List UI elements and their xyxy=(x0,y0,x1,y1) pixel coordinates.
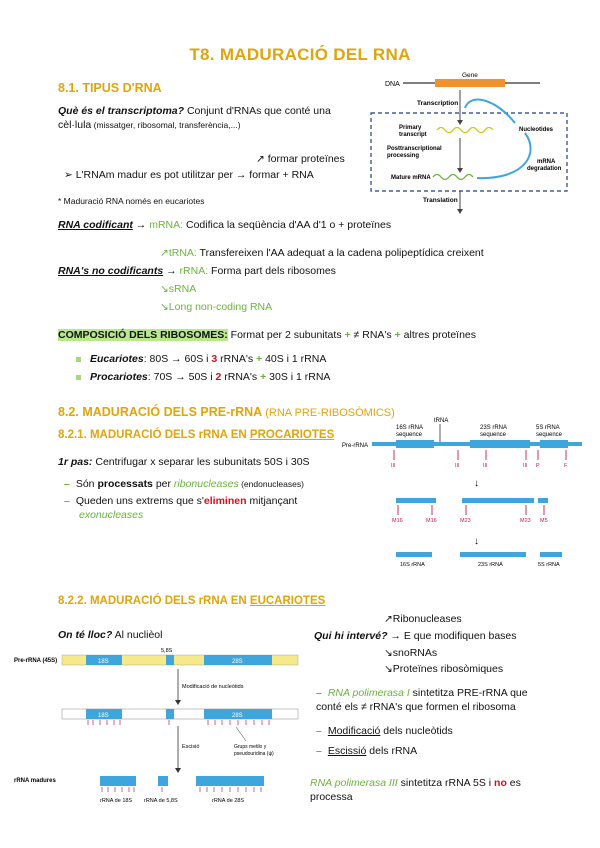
groups-2: pseudouridina (ψ) xyxy=(234,751,274,757)
rrna-term: rRNA: xyxy=(179,265,209,277)
trna-arrow: ↗ xyxy=(160,247,169,259)
s23-seq: sequence xyxy=(480,432,507,438)
arrowhead-icon xyxy=(175,700,181,705)
trna-label: tRNA xyxy=(434,418,449,424)
gene-box xyxy=(435,79,505,87)
where-q: On té lloc? xyxy=(58,629,113,641)
coding-label: RNA codificant xyxy=(58,219,133,231)
b2a: Queden uns extrems que s' xyxy=(75,495,204,507)
pol3-end: es xyxy=(506,777,521,789)
pol3-rest: sintetitza rRNA 5S i xyxy=(397,777,495,789)
s16-block xyxy=(396,440,434,448)
who-line xyxy=(314,629,517,643)
who-arrow: → E que modifiquen bases xyxy=(387,630,517,642)
recycle-arrow xyxy=(465,100,515,123)
prok-label: Procariotes xyxy=(90,371,148,383)
int-23-bar xyxy=(462,498,534,503)
dna-label: DNA xyxy=(385,81,400,88)
transcript-label: transcript xyxy=(399,132,427,138)
dash-bullet: – xyxy=(64,495,70,507)
prok-a: : 70S → 50S i xyxy=(147,371,216,383)
int-5-bar xyxy=(538,498,548,503)
pol3-no: no xyxy=(494,777,507,789)
dash-bullet: – xyxy=(316,687,322,699)
s5-seq: sequence xyxy=(536,432,563,438)
section-8-1-heading: 8.1. TIPUS D'RNA xyxy=(58,81,162,95)
s23-block xyxy=(470,440,530,448)
maturation-note: * Maduració RNA només en eucariotes xyxy=(58,196,205,206)
nucleotides-label: Nucleotides xyxy=(519,127,554,133)
s16-label: 16S rRNA xyxy=(396,425,424,431)
prok-c: 30S i 1 rRNA xyxy=(266,371,331,383)
eukaryote-ribosome xyxy=(76,352,326,366)
step1-line xyxy=(58,455,310,469)
esc-label: Escissió xyxy=(327,745,367,757)
pol1-label: RNA polimerasa I xyxy=(327,687,410,699)
rrna-rest: Forma part dels ribosomes xyxy=(208,265,336,277)
section-8-2-2-underlined: EUCARIOTES xyxy=(249,595,326,607)
where-line xyxy=(58,628,162,642)
euk-b: rRNA's xyxy=(217,353,257,365)
groups-1: Grups metilo y xyxy=(234,744,267,750)
plus-sign: + xyxy=(344,329,351,341)
down-arrow-1: ↓ xyxy=(474,478,479,489)
section-8-2-sub: (RNA PRE-RIBOSÒMICS) xyxy=(262,407,395,419)
seg-28s-label: 28S xyxy=(232,659,243,665)
euk-c: 40S i 1 rRNA xyxy=(262,353,327,365)
int-16-bar xyxy=(396,498,436,503)
section-8-2-1-underlined: PROCARIOTES xyxy=(249,429,335,441)
euk-num: 3 xyxy=(211,353,218,365)
primary-transcript-wave xyxy=(437,128,493,133)
arrowhead-icon xyxy=(457,168,463,173)
where-a: Al nucli xyxy=(112,629,149,641)
groups-pointer xyxy=(236,727,246,741)
rrna-arrow: → xyxy=(163,265,180,277)
srna-line: ↘sRNA xyxy=(160,283,197,295)
plus-sign: + xyxy=(394,329,401,341)
transcriptome-q-line2: cèl·lula xyxy=(58,119,92,132)
mod-line xyxy=(316,724,453,738)
mature-58s-label: rRNA de 5,8S xyxy=(144,798,178,804)
pre-label: Pre-rRNA xyxy=(342,443,369,449)
noncoding-label: RNA's no codificants xyxy=(58,265,164,277)
translation-label: Translation xyxy=(423,197,458,204)
dash-bullet: – xyxy=(64,478,70,490)
esc-line xyxy=(316,744,417,758)
mrna-line: ➢ L'RNAm madur es pot utilitzar per → formar + RNA xyxy=(64,169,314,181)
gene-label: Gene xyxy=(462,72,478,79)
mseg-58s xyxy=(166,709,174,719)
dash-bullet: – xyxy=(316,745,322,757)
site-m3-4: III xyxy=(523,463,528,469)
prok-bullet-2 xyxy=(64,494,334,522)
where-c: ol xyxy=(154,629,163,641)
trim-labels xyxy=(392,518,548,524)
modification-ticks xyxy=(88,720,269,725)
b2b: eliminen xyxy=(203,495,247,507)
s23-label: 23S rRNA xyxy=(480,425,508,431)
arrowhead-icon xyxy=(457,209,463,214)
section-8-2-1-heading xyxy=(58,428,334,444)
pol3-label: RNA polimerasa III xyxy=(310,777,398,789)
final-5-label: 5S rRNA xyxy=(538,562,560,568)
pol1-line xyxy=(316,686,586,714)
post-label-2: processing xyxy=(387,153,420,159)
ribosome-composition xyxy=(58,328,476,342)
site-m5: M5 xyxy=(540,518,548,524)
transcriptome-q-label: Què és el transcriptoma? xyxy=(58,105,185,117)
prokaryote-processing-figure xyxy=(340,414,585,574)
noncoding-line xyxy=(58,264,336,278)
transcriptome-question xyxy=(58,104,358,132)
mature-18s xyxy=(100,776,136,786)
step1-text: Centrifugar x separar les subunitats 50S i 30S xyxy=(92,456,310,468)
coding-arrow: → xyxy=(132,219,150,231)
bullet-square-icon xyxy=(76,375,81,380)
pol1-line2: conté els ≠ rRNA's que formen el ribosoma xyxy=(316,701,516,714)
composition-c: altres proteïnes xyxy=(400,329,477,341)
seg-18s-label: 18S xyxy=(98,659,109,665)
b1b: processats xyxy=(97,478,153,490)
site-m3-3: III xyxy=(483,463,488,469)
prok-bullet-1 xyxy=(64,477,304,491)
seg-58s xyxy=(166,655,174,665)
section-8-2-2-title: 8.2.2. MADURACIÓ DELS rRNA EN xyxy=(58,595,250,607)
prok-b: rRNA's xyxy=(221,371,261,383)
mature-28s xyxy=(196,776,264,786)
who-q: Qui hi intervé? xyxy=(314,630,388,642)
trim-marks xyxy=(398,505,544,515)
mrna-lifecycle-figure xyxy=(365,68,570,218)
site-m23-1: M23 xyxy=(460,518,471,524)
mature-label: Mature mRNA xyxy=(391,175,431,181)
snorna-line: ↘snoRNAs xyxy=(384,647,438,659)
down-arrow-2: ↓ xyxy=(474,536,479,547)
esc-label: Escisió xyxy=(182,744,200,750)
mature-label: rRNA madures xyxy=(14,778,56,784)
mod-label: Modificació xyxy=(327,725,381,737)
transcriptome-q-rest: Conjunt d'RNAs que conté una xyxy=(184,105,331,117)
final-23-label: 23S rRNA xyxy=(478,562,503,568)
s5-block xyxy=(540,440,568,448)
dash-bullet: – xyxy=(316,725,322,737)
euk-a: : 80S → 60S i xyxy=(143,353,212,365)
post-label-1: Posttranscriptional xyxy=(387,146,442,152)
pol3-line2: processa xyxy=(310,791,353,804)
b1a: Són xyxy=(75,478,98,490)
mature-28s-label: rRNA de 28S xyxy=(212,798,245,804)
degradation-arrow xyxy=(477,133,531,178)
section-8-2-2-heading xyxy=(58,594,325,610)
where-b: è xyxy=(148,629,155,641)
pol1-rest: sintetitza PRE-rRNA que xyxy=(409,687,528,699)
eukaryote-processing-figure xyxy=(14,644,304,834)
site-m16-1: M16 xyxy=(392,518,403,524)
b2d: exonucleases xyxy=(79,509,144,522)
mrna-arrow-up-text: ↗ formar proteïnes xyxy=(256,153,345,165)
composition-b: ≠ RNA's xyxy=(350,329,395,341)
site-m3-1: III xyxy=(391,463,396,469)
degradation-label: degradation xyxy=(527,166,562,172)
composition-a: Format per 2 subunitats xyxy=(227,329,345,341)
coding-rest: Codifica la seqüència d'AA d'1 o + proteïnes xyxy=(183,219,392,231)
mod-label: Modificació de nucleòtids xyxy=(182,684,244,690)
b2c: mitjançant xyxy=(246,495,298,507)
cleavage-labels xyxy=(391,463,568,469)
site-m16-2: M16 xyxy=(426,518,437,524)
final-5-bar xyxy=(540,552,562,557)
prok-num: 2 xyxy=(215,371,222,383)
euk-label: Eucariotes xyxy=(90,353,144,365)
transcriptome-q-small: (missatger, ribosomal, transferència,...) xyxy=(91,120,241,131)
ribonucleases-line: ↗Ribonucleases xyxy=(384,613,462,625)
s16-seq: sequence xyxy=(396,432,423,438)
trna-rest: Transfereixen l'AA adequat a la cadena polipeptídica creixent xyxy=(196,247,484,259)
trna-term: tRNA: xyxy=(168,247,197,259)
mrna-arrow-up xyxy=(256,152,345,166)
plus-sign: + xyxy=(256,353,263,365)
cleavage-marks xyxy=(394,450,566,460)
section-8-2-title: 8.2. MADURACIÓ DELS PRE-rRNA xyxy=(58,405,263,419)
proteins-line: ↘Proteïnes ribosòmiques xyxy=(384,663,504,675)
lncrna-line: ↘Long non-coding RNA xyxy=(160,301,273,313)
step1-label: 1r pas: xyxy=(58,456,93,468)
b1d: ribonucleases xyxy=(173,478,239,490)
mod-rest: dels nucleòtids xyxy=(380,725,453,737)
composition-label: COMPOSICIÓ DELS RIBOSOMES: xyxy=(58,329,228,341)
page-title: T8. MADURACIÓ DEL RNA xyxy=(189,45,411,64)
bullet-square-icon xyxy=(76,357,81,362)
final-16-label: 16S rRNA xyxy=(400,562,425,568)
site-f: F xyxy=(564,463,568,469)
b1e: (endonucleases) xyxy=(238,479,304,489)
final-16-bar xyxy=(396,552,432,557)
prokaryote-ribosome xyxy=(76,370,330,384)
esc-rest: dels rRNA xyxy=(366,745,418,757)
coding-rna-line xyxy=(58,218,391,232)
mature-mrna-wave xyxy=(433,175,473,180)
plus-sign: + xyxy=(260,371,267,383)
pol3-line xyxy=(310,776,585,804)
site-m23-2: M23 xyxy=(520,518,531,524)
seg-58s-label: 5,8S xyxy=(161,648,173,654)
final-23-bar xyxy=(460,552,526,557)
mature-18s-label: rRNA de 18S xyxy=(100,798,133,804)
pre45-label: Pre-rRNA (45S) xyxy=(14,658,58,664)
mature-58s xyxy=(158,776,168,786)
transcription-label: Transcription xyxy=(417,100,459,107)
mseg-18s-label: 18S xyxy=(98,713,109,719)
b1c: per xyxy=(152,478,174,490)
mrna-label: mRNA xyxy=(537,159,556,165)
site-p: P xyxy=(536,463,540,469)
mseg-28s-label: 28S xyxy=(232,713,243,719)
section-8-2-1-title: 8.2.1. MADURACIÓ DELS rRNA EN xyxy=(58,429,250,441)
arrowhead-icon xyxy=(457,120,463,125)
mature-ticks xyxy=(102,787,261,792)
primary-label: Primary xyxy=(399,125,422,131)
arrowhead-icon xyxy=(175,768,181,773)
s5-label: 5S rRNA xyxy=(536,425,560,431)
trna-line xyxy=(160,246,484,260)
site-m3-2: III xyxy=(455,463,460,469)
coding-term: mRNA: xyxy=(149,219,184,231)
